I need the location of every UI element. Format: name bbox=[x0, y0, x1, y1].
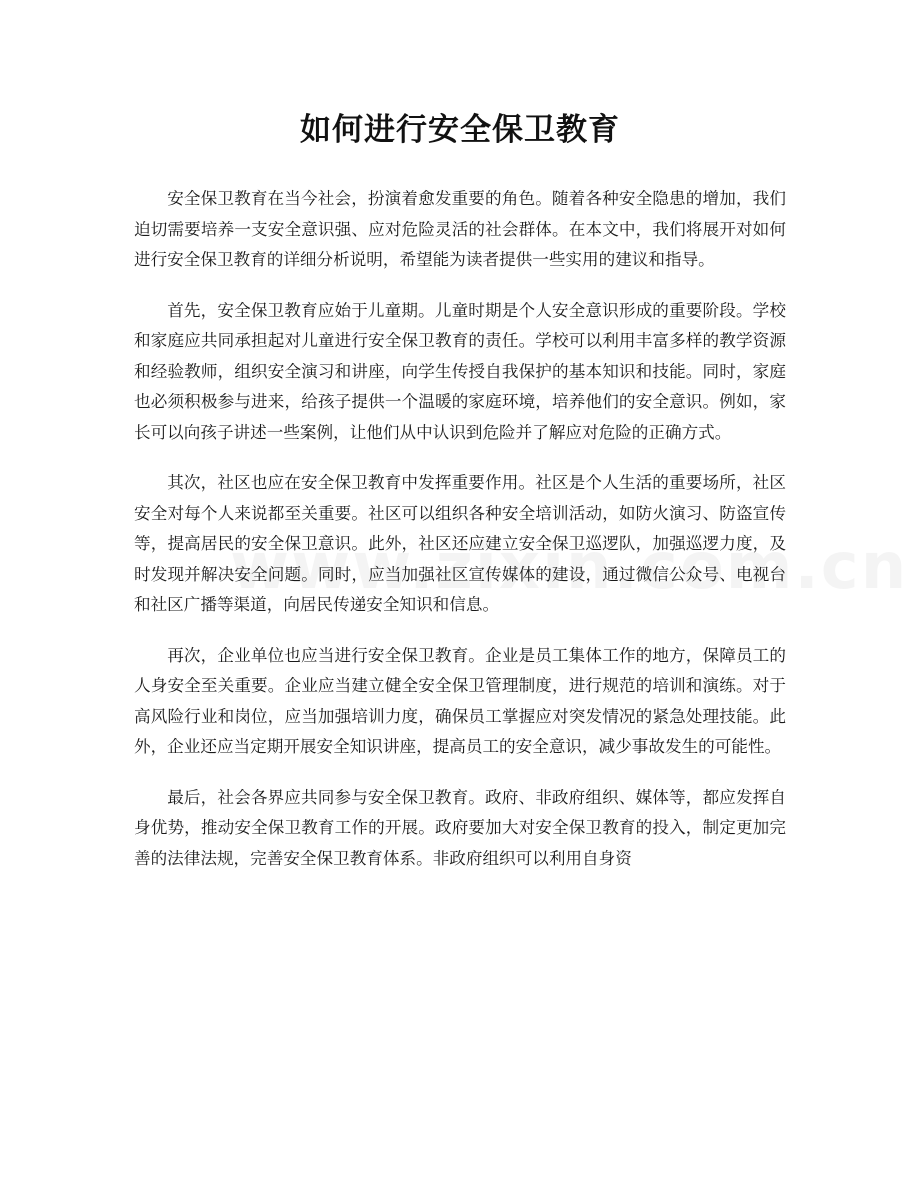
paragraph-childhood: 首先，安全保卫教育应始于儿童期。儿童时期是个人安全意识形成的重要阶段。学校和家庭应共同承担起对儿童进行安全保卫教育的责任。学校可以利用丰富多样的教学资源和经验教师，组织安全演习和讲座，向学生传授自我保护的基本知识和技能。同时，家庭也必须积极参与进来，给孩子提供一个温暖的家庭环境，培养他们的安全意识。例如，家长可以向孩子讲述一些案例，让他们从中认识到危险并了解应对危险的正确方式。 bbox=[134, 300, 786, 442]
document-body bbox=[134, 184, 786, 894]
paragraph-intro: 安全保卫教育在当今社会，扮演着愈发重要的角色。随着各种安全隐患的增加，我们迫切需要培养一支安全意识强、应对危险灵活的社会群体。在本文中，我们将展开对如何进行安全保卫教育的详细分析说明，希望能为读者提供一些实用的建议和指导。 bbox=[134, 189, 786, 269]
paragraph-society: 最后，社会各界应共同参与安全保卫教育。政府、非政府组织、媒体等，都应发挥自身优势，推动安全保卫教育工作的开展。政府要加大对安全保卫教育的投入，制定更加完善的法律法规，完善安全保卫教育体系。非政府组织可以利用自身资 bbox=[134, 787, 786, 868]
page-title: 如何进行安全保卫教育 bbox=[300, 112, 620, 148]
paragraph-enterprise: 再次，企业单位也应当进行安全保卫教育。企业是员工集体工作的地方，保障员工的人身安全至关重要。企业应当建立健全安全保卫管理制度，进行规范的培训和演练。对于高风险行业和岗位，应当加强培训力度，确保员工掌握应对突发情况的紧急处理技能。此外，企业还应当定期开展安全知识讲座，提高员工的安全意识，减少事故发生的可能性。 bbox=[134, 645, 786, 756]
paragraph-community: 其次，社区也应在安全保卫教育中发挥重要作用。社区是个人生活的重要场所，社区安全对每个人来说都至关重要。社区可以组织各种安全培训活动，如防火演习、防盗宣传等，提高居民的安全保卫意识。此外，社区还应建立安全保卫巡逻队，加强巡逻力度，及时发现并解决安全问题。同时，应当加强社区宣传媒体的建设，通过微信公众号、电视台和社区广播等渠道，向居民传递安全知识和信息。 bbox=[134, 473, 786, 614]
